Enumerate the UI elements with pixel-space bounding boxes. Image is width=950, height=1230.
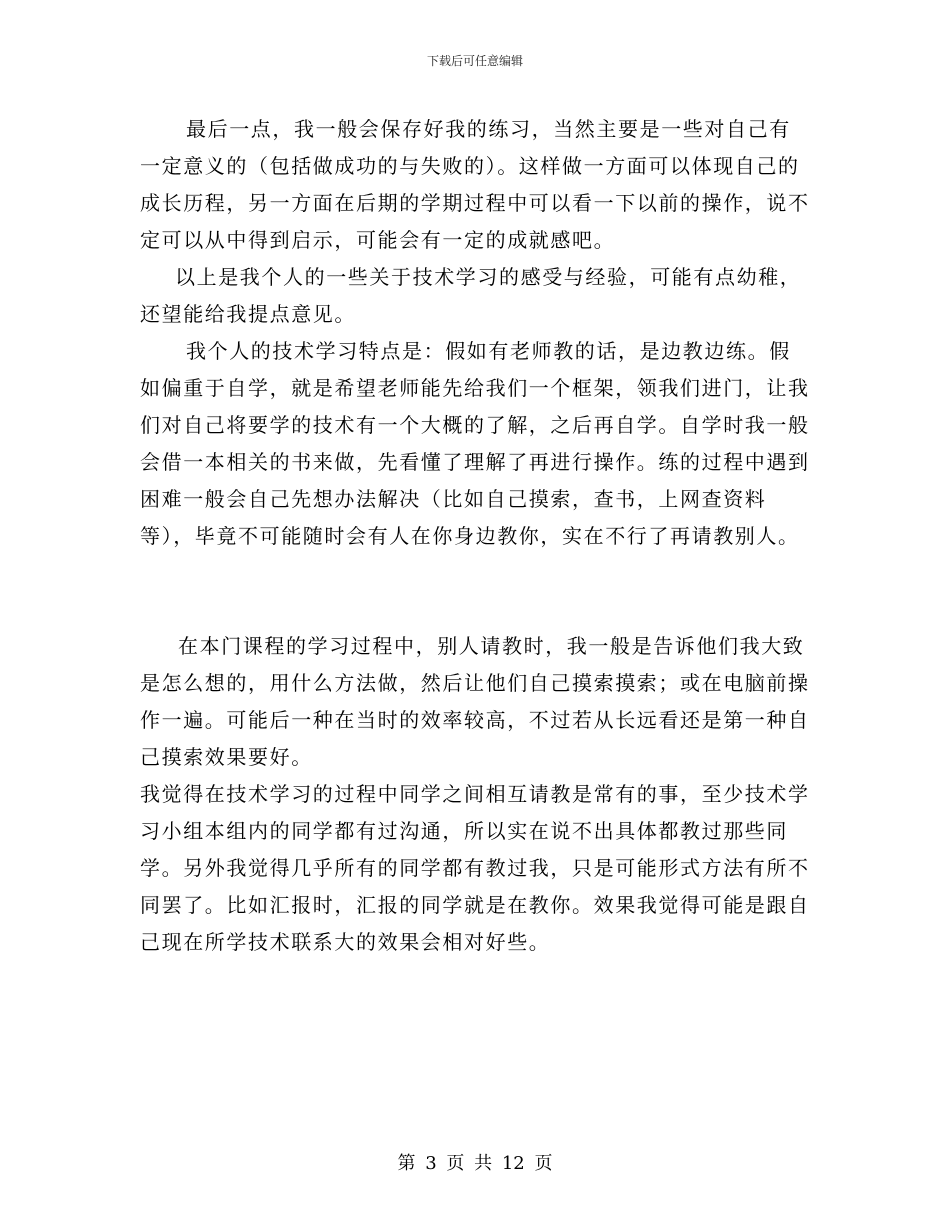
body-text-lower xyxy=(140,628,812,961)
page-number: 第 3 页 共 12 页 xyxy=(397,1153,553,1174)
paragraph-peer-learning: 我觉得在技术学习的过程中同学之间相互请教是常有的事，至少技术学习小组本组内的同学都有过沟通，所以实在说不出具体都教过那些同学。另外我觉得几乎所有的同学都有教过我，只是可能形式方法有所不同罢了。比如汇报时，汇报的同学就是在教你。效果我觉得可能是跟自己现在所学技术联系大的效果会相对好些。 xyxy=(140,782,810,954)
paragraph-learning-style: 我个人的技术学习特点是：假如有老师教的话，是边教边练。假如偏重于自学，就是希望老师能先给我们一个框架，领我们进门，让我们对自己将要学的技术有一个大概的了解，之后再自学。自学时我一般会借一本相关的书来做，先看懂了理解了再进行操作。练的过程中遇到困难一般会自己先想办法解决（比如自己摸索，查书，上网查资料等），毕竟不可能随时会有人在你身边教你，实在不行了再请教别人。 xyxy=(140,339,810,548)
paragraph-helping-others: 在本门课程的学习过程中，别人请教时，我一般是告诉他们我大致是怎么想的，用什么方法做，然后让他们自己摸索摸索；或在电脑前操作一遍。可能后一种在当时的效率较高，不过若从长远看还是第一种自己摸索效果要好。 xyxy=(140,634,810,769)
body-text-upper xyxy=(140,111,812,555)
paragraph-practice-saving: 最后一点，我一般会保存好我的练习，当然主要是一些对自己有一定意义的（包括做成功的与失败的）。这样做一方面可以体现自己的成长历程，另一方面在后期的学期过程中可以看一下以前的操作，说不定可以从中得到启示，可能会有一定的成就感吧。 xyxy=(140,117,810,252)
paragraph-summary: 以上是我个人的一些关于技术学习的感受与经验，可能有点幼稚，还望能给我提点意见。 xyxy=(140,265,802,326)
page-header-note: 下载后可任意编辑 xyxy=(426,54,523,68)
